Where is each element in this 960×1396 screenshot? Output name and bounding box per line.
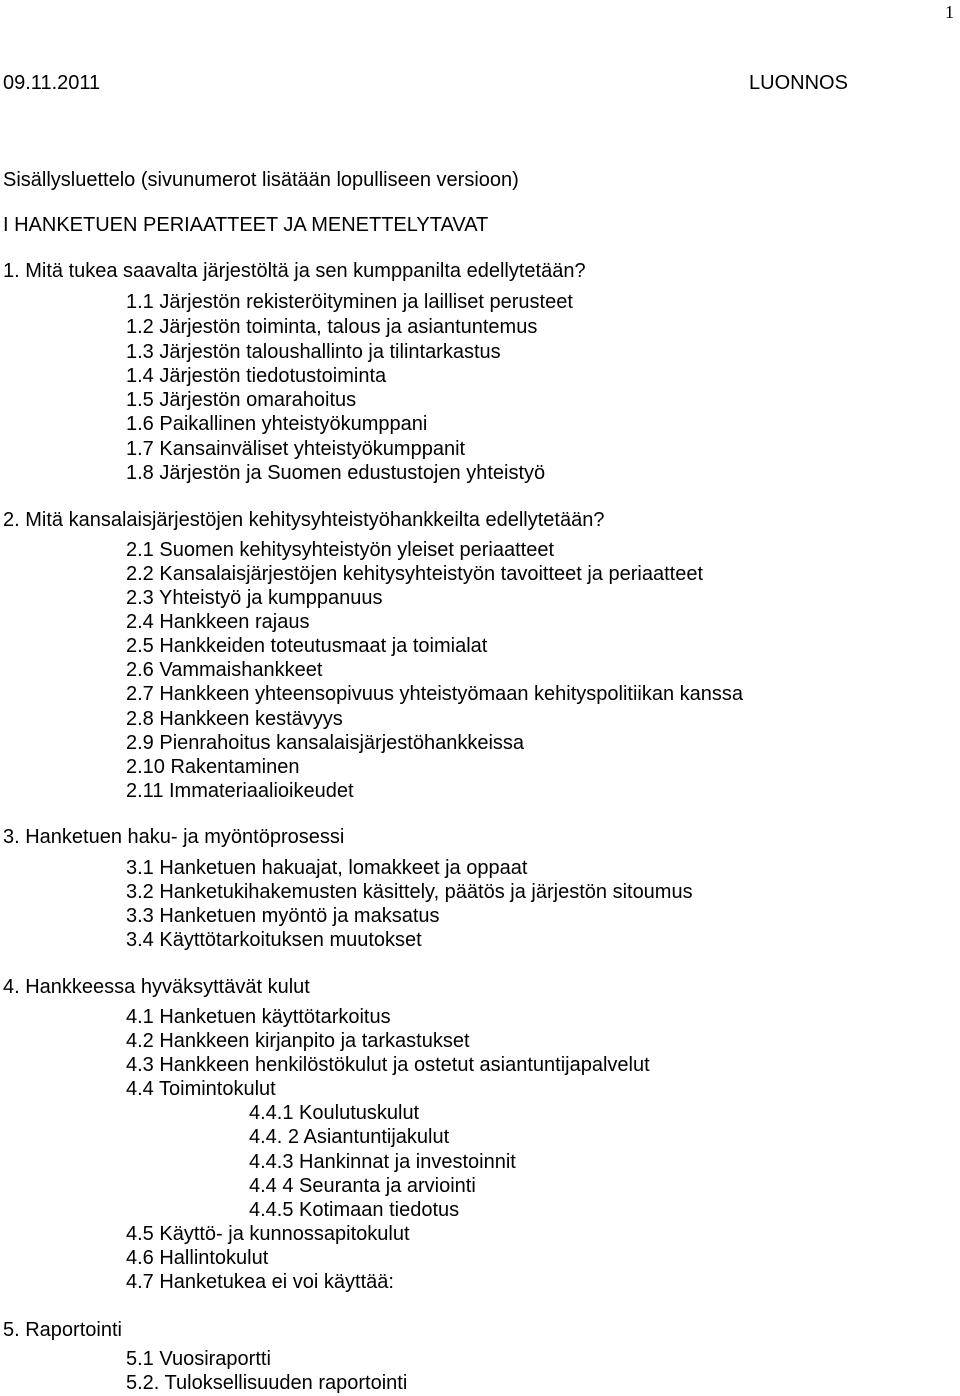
toc-entry: 1.3 Järjestön taloushallinto ja tilintarkastus	[126, 341, 501, 363]
toc-entry: 4.3 Hankkeen henkilöstökulut ja ostetut asiantuntijapalvelut	[126, 1054, 650, 1076]
toc-heading: 3. Hanketuen haku- ja myöntöprosessi	[3, 826, 345, 848]
toc-heading: 5. Raportointi	[3, 1319, 122, 1341]
toc-entry: 1.6 Paikallinen yhteistyökumppani	[126, 413, 428, 435]
toc-entry: 4.1 Hanketuen käyttötarkoitus	[126, 1006, 391, 1028]
header-date: 09.11.2011	[3, 72, 101, 94]
toc-heading: 2. Mitä kansalaisjärjestöjen kehitysyhteistyöhankkeilta edellytetään?	[3, 509, 605, 531]
toc-entry: 1.2 Järjestön toiminta, talous ja asiantuntemus	[126, 316, 538, 338]
toc-entry: 1.1 Järjestön rekisteröityminen ja lailliset perusteet	[126, 291, 573, 313]
toc-entry: 2.1 Suomen kehitysyhteistyön yleiset periaatteet	[126, 539, 555, 561]
toc-entry: 4.4 Toimintokulut	[126, 1078, 276, 1100]
toc-heading: 1. Mitä tukea saavalta järjestöltä ja sen kumppanilta edellytetään?	[3, 260, 586, 282]
toc-entry: 2.8 Hankkeen kestävyys	[126, 708, 343, 730]
toc-entry: 1.4 Järjestön tiedotustoiminta	[126, 365, 387, 387]
toc-entry: 2.4 Hankkeen rajaus	[126, 611, 310, 633]
toc-entry: 2.6 Vammaishankkeet	[126, 659, 323, 681]
toc-entry: 2.5 Hankkeiden toteutusmaat ja toimialat	[126, 635, 488, 657]
toc-intro: Sisällysluettelo (sivunumerot lisätään lopulliseen versioon)	[3, 169, 519, 191]
toc-entry: 2.2 Kansalaisjärjestöjen kehitysyhteistyön tavoitteet ja periaatteet	[126, 563, 704, 585]
toc-entry: 5.1 Vuosiraportti	[126, 1348, 271, 1370]
toc-entry: 4.5 Käyttö- ja kunnossapitokulut	[126, 1223, 410, 1245]
toc-subentry: 4.4.3 Hankinnat ja investoinnit	[249, 1151, 516, 1173]
toc-heading: 4. Hankkeessa hyväksyttävät kulut	[3, 976, 310, 998]
toc-entry: 3.4 Käyttötarkoituksen muutokset	[126, 929, 422, 951]
toc-entry: 2.10 Rakentaminen	[126, 756, 300, 778]
toc-entry: 2.9 Pienrahoitus kansalaisjärjestöhankkeissa	[126, 732, 525, 754]
toc-entry: 4.7 Hanketukea ei voi käyttää:	[126, 1271, 394, 1293]
toc-subentry: 4.4.1 Koulutuskulut	[249, 1102, 420, 1124]
page-number: 1	[945, 2, 954, 22]
toc-subentry: 4.4.5 Kotimaan tiedotus	[249, 1199, 460, 1221]
toc-entry: 1.7 Kansainväliset yhteistyökumppanit	[126, 438, 466, 460]
toc-entry: 2.3 Yhteistyö ja kumppanuus	[126, 587, 383, 609]
part-title: I HANKETUEN PERIAATTEET JA MENETTELYTAVAT	[3, 214, 489, 236]
toc-entry: 1.8 Järjestön ja Suomen edustustojen yhteistyö	[126, 462, 546, 484]
toc-entry: 5.2. Tuloksellisuuden raportointi	[126, 1372, 408, 1394]
header-status: LUONNOS	[749, 72, 848, 94]
toc-entry: 1.5 Järjestön omarahoitus	[126, 389, 357, 411]
toc-entry: 3.1 Hanketuen hakuajat, lomakkeet ja oppaat	[126, 857, 528, 879]
toc-entry: 3.3 Hanketuen myöntö ja maksatus	[126, 905, 440, 927]
toc-entry: 4.2 Hankkeen kirjanpito ja tarkastukset	[126, 1030, 470, 1052]
toc-entry: 4.6 Hallintokulut	[126, 1247, 269, 1269]
toc-entry: 2.7 Hankkeen yhteensopivuus yhteistyömaan kehityspolitiikan kanssa	[126, 683, 744, 705]
toc-entry: 3.2 Hanketukihakemusten käsittely, päätös ja järjestön sitoumus	[126, 881, 693, 903]
toc-subentry: 4.4. 2 Asiantuntijakulut	[249, 1126, 450, 1148]
toc-subentry: 4.4 4 Seuranta ja arviointi	[249, 1175, 476, 1197]
toc-entry: 2.11 Immateriaalioikeudet	[126, 780, 354, 802]
